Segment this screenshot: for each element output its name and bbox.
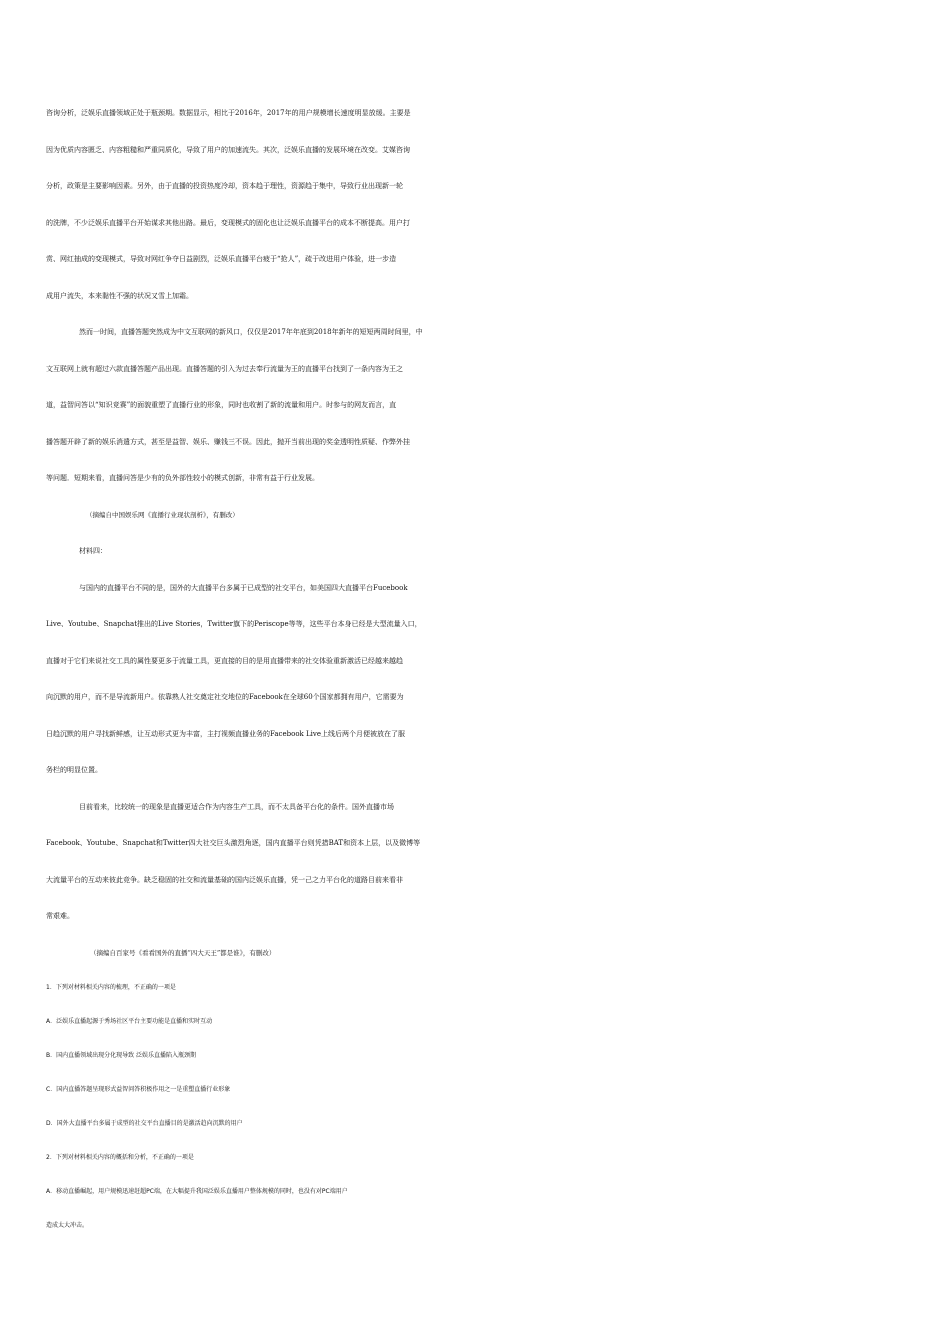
answer-option: B．国内直播领域出现分化现导致 泛娱乐直播陷入瓶颈期 [46,1052,197,1059]
text-line: 与国内的直播平台不同的是，国外的大直播平台多属于已成型的社交平台，如美国四大直播平台Fucebook [79,583,408,592]
question-list [46,971,906,1243]
answer-option: D．国外大直播平台多属于成型的社交平台直播目的是激活趋向沉默的用户 [46,1120,243,1127]
text-line: 的洗牌，不少泛娱乐直播平台开始谋求其他出路。最后，变现模式的固化也让泛娱乐直播平台的成本不断提高。用户打 [46,218,410,227]
text-line: 大流量平台的互动来彼此竞争。缺乏稳固的社交和流量基础的国内泛娱乐直播，凭一己之力平台化的道路目前来看非 [46,875,403,884]
question-stem: 1．下列对材料相关内容的梳理，不正确的一项是 [46,984,176,991]
text-line: Facebook、Youtube、Snapchat和Twitter四大社交巨头激烈角逐，国内直播平台则凭措BAT和资本上层，以及微博等 [46,839,421,847]
paragraph-2 [46,314,906,497]
text-line: 等问题．短期来看，直播问答是少有的负外部性较小的模式创新，非常有益于行业发展。 [46,474,319,482]
text-line: 赏、网红抽成的变现模式，导致对网红争夺日益剧烈，泛娱乐直播平台疲于“抢人”，疏于改进用户体验，进一步造 [46,255,397,263]
text-line: 分析，政策是主要影响因素。另外，由于直播的投资热度冷却，资本趋于理性，资源趋于集中，导致行业出现新一轮 [46,182,403,190]
text-line: 日趋沉默的用户寻找新鲜感，让互动形式更为丰富，主打视频直播业务的Facebook Live上线后两个月便被放在了服 [46,729,405,738]
text-line: 文互联网上就有超过六款直播答题产品出现。直播答题的引入为过去奉行流量为王的直播平台找到了一条内容为王之 [46,364,403,373]
answer-option: 造成太大冲击。 [46,1222,89,1229]
material-heading: 材料四： [79,547,107,555]
document-body [46,95,906,1243]
question-stem: 2．下列对材料相关内容的概括和分析，不正确的一项是 [46,1154,194,1161]
text-line: 播答题开辟了新的娱乐消遣方式，甚至是益智、娱乐、赚钱三不误。因此，抛开当前出现的奖金透明性质疑、作弊外挂 [46,437,410,446]
text-line: 目前看来，比较统一的现象是直播更适合作为内容生产工具，而不太具备平台化的条件。国外直播市场 [79,802,394,811]
text-line: 直播对于它们来说社交工具的属性要更多于流量工具，更直接的目的是用直播带来的社交体验重新激活已经越来越趋 [46,656,403,665]
text-line: 道，益智问答以“知识竞赛”的面貌重塑了直播行业的形象，同时也收割了新的流量和用户。时参与的网友而言，直 [46,401,397,409]
source-citation: （摘编自中国娱乐网《直播行业现状剖析》，有删改） [86,510,239,519]
answer-option: C．国内直播答题呈现形式益智问答积极作用之一是重塑直播行业形象 [46,1086,231,1093]
text-line: 咨询分析，泛娱乐直播领域正处于瓶颈期。数据显示，相比于2016年，2017年的用户规模增长速度明显放缓。主要是 [46,109,411,117]
source-citation: （摘编自百家号《看看国外的直播“四大天王”都是谁》，有删改） [90,948,276,957]
text-line: 常艰难。 [46,912,74,920]
paragraph-1 [46,95,906,314]
text-line: 然而一时间，直播答题突然成为中文互联网的新风口，仅仅是2017年年底到2018年新年的短短两周时间里，中 [79,328,423,336]
paragraph-4 [46,789,906,935]
text-line: 务栏的明显位置。 [46,766,102,774]
answer-option: A．泛娱乐直播起源于秀场社区平台主要功能是直播和实时互动 [46,1018,213,1025]
answer-option: A．移动直播崛起，用户规模迅速赶超PC端，在大幅提升我国泛娱乐直播用户整体规模的同时，也没有对PC端用户 [46,1188,348,1195]
text-line: 向沉默的用户，而不是导流新用户。依靠熟人社交奠定社交地位的Facebook在全球60个国家都拥有用户，它需要为 [46,693,404,701]
text-line: 成用户流失，本来黏性不强的状况又雪上加霜。 [46,291,193,300]
text-line: Live、Youtube、Snapchat推出的Live Stories，Twitter旗下的Periscope等等，这些平台本身已经是大型流量入口， [46,620,422,628]
text-line: 因为优质内容匮乏、内容粗糙和严重同质化，导致了用户的加速流失。其次，泛娱乐直播的发展环境在改变。艾媒咨询 [46,145,410,154]
paragraph-3 [46,570,906,789]
